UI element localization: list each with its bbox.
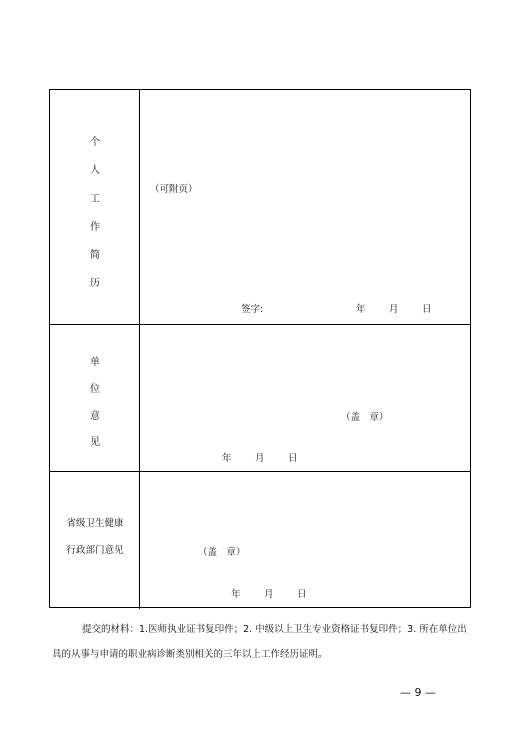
- unit-label-char: 位: [90, 384, 100, 395]
- page-number: — 9 —: [400, 686, 436, 699]
- unit-opinion-content-cell[interactable]: [140, 325, 470, 471]
- date-year-label: 年: [356, 304, 366, 315]
- date-day-label: 日: [288, 453, 298, 464]
- signature-label: 签字:: [241, 304, 264, 315]
- date-day-label: 日: [297, 589, 307, 600]
- date-year-label: 年: [222, 453, 232, 464]
- unit-label-char: 见: [90, 437, 100, 448]
- unit-label-char: 单: [90, 357, 100, 368]
- provincial-opinion-content-cell[interactable]: [140, 472, 470, 609]
- resume-label-char: 简: [90, 250, 100, 261]
- date-month-label: 月: [264, 589, 274, 600]
- resume-label-char: 工: [90, 194, 100, 205]
- date-year-label: 年: [231, 589, 241, 600]
- unit-seal-label: （盖 章）: [341, 412, 389, 423]
- unit-label-char: 意: [90, 411, 100, 422]
- provincial-opinion-label-cell: [50, 472, 140, 609]
- provincial-opinion-row: [50, 472, 470, 609]
- resume-label-cell: [50, 90, 140, 324]
- application-form-table: [49, 89, 471, 608]
- submitted-materials-note-continued: 具的从事与申请的职业病诊断类别相关的三年以上工作经历证明。: [52, 649, 328, 660]
- resume-content-cell[interactable]: [140, 90, 470, 324]
- provincial-label-line: 省级卫生健康: [66, 518, 124, 529]
- date-month-label: 月: [389, 304, 399, 315]
- resume-row: [50, 90, 470, 325]
- submitted-materials-note: 提交的材料：1.医师执业证书复印件；2. 中级以上卫生专业资格证书复印件；3. 所在单位出: [82, 624, 467, 635]
- resume-label-char: 作: [90, 222, 100, 233]
- resume-label-char: 人: [90, 165, 100, 176]
- unit-opinion-label-cell: [50, 325, 140, 471]
- unit-opinion-row: [50, 325, 470, 472]
- date-month-label: 月: [255, 453, 265, 464]
- attach-note: （可附页）: [150, 184, 198, 195]
- resume-label-char: 历: [90, 278, 100, 289]
- date-day-label: 日: [422, 304, 432, 315]
- provincial-label-line: 行政部门意见: [66, 545, 124, 556]
- resume-label-char: 个: [90, 137, 100, 148]
- provincial-seal-label: （盖 章）: [198, 547, 246, 558]
